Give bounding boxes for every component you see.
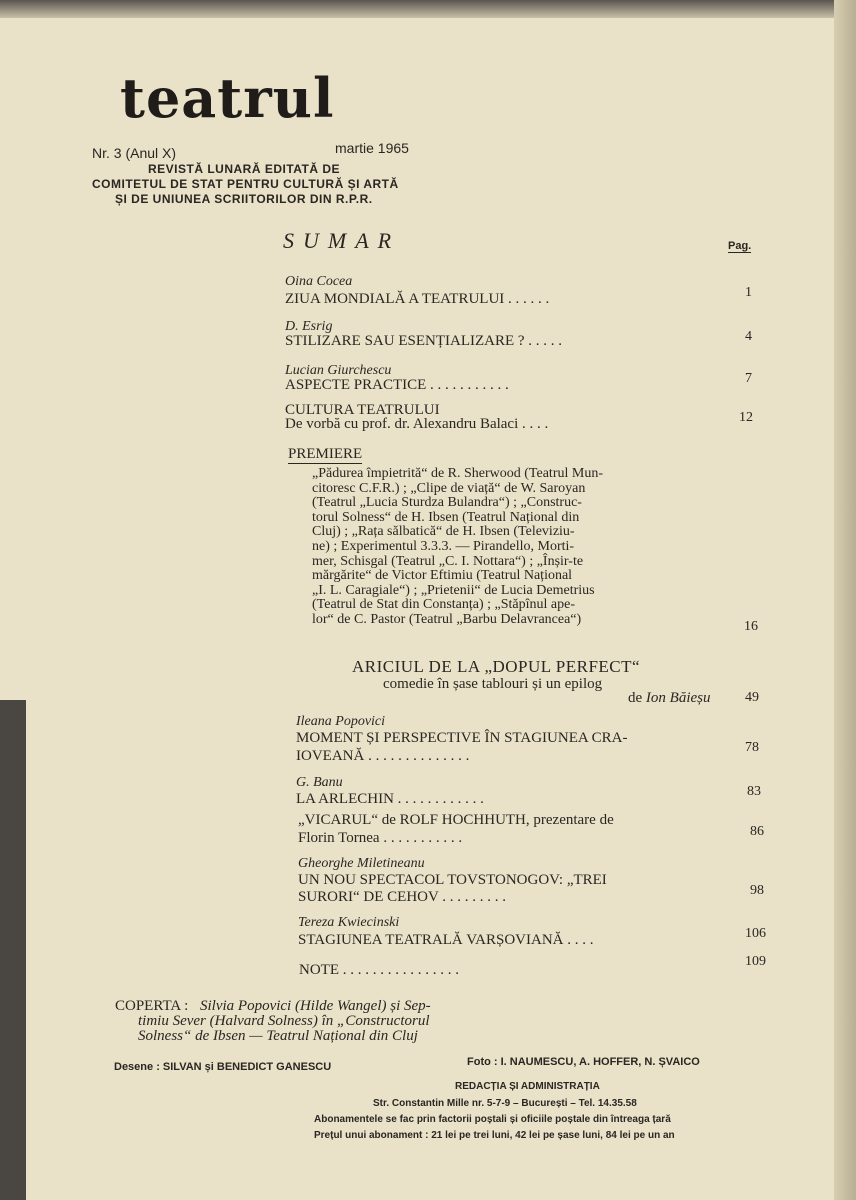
premiere-line: „I. L. Caragiale“) ; „Prietenii“ de Lucia Demetrius xyxy=(312,582,595,598)
toc-title: LA ARLECHIN . . . . . . . . . . . . xyxy=(296,791,484,807)
toc-title: UN NOU SPECTACOL TOVSTONOGOV: „TREI xyxy=(298,872,607,888)
toc-title: STILIZARE SAU ESENȚIALIZARE ? . . . . . xyxy=(285,333,563,349)
issue-date: martie 1965 xyxy=(335,140,409,156)
toc-author: Oina Cocea xyxy=(285,274,353,289)
premiere-line: „Pădurea împietrită“ de R. Sherwood (Teatrul Mun- xyxy=(312,466,603,481)
toc-author: Tereza Kwiecinski xyxy=(298,915,400,930)
toc-title: NOTE . . . . . . . . . . . . . . . . xyxy=(299,962,459,978)
toc-title: SURORI“ DE CEHOV . . . . . . . . . xyxy=(298,889,507,905)
colophon-subscriptions: Abonamentele se fac prin factorii poștali și oficiile poștale din întreaga țară xyxy=(314,1114,671,1125)
toc-author: Ileana Popovici xyxy=(296,714,386,729)
magazine-logo: teatrul xyxy=(120,66,335,130)
toc-author: Lucian Giurchescu xyxy=(285,363,392,378)
toc-title: ZIUA MONDIALĂ A TEATRULUI . . . . . . xyxy=(285,291,550,307)
drawings-credit: Desene : SILVAN și BENEDICT GANESCU xyxy=(114,1061,332,1073)
cover-line: timiu Sever (Halvard Solness) în „Constructorul xyxy=(138,1013,430,1029)
colophon-address: Str. Constantin Mille nr. 5-7-9 – București – Tel. 14.35.58 xyxy=(373,1098,637,1109)
toc-page: 106 xyxy=(745,926,766,941)
toc-page: 83 xyxy=(747,784,761,799)
photo-credit: Foto : I. NAUMESCU, A. HOFFER, N. ȘVAICO xyxy=(467,1056,700,1068)
page-right-edge xyxy=(834,0,856,1200)
toc-page: 86 xyxy=(750,824,764,839)
toc-title: CULTURA TEATRULUI xyxy=(285,402,440,418)
premiere-line: (Teatrul „Lucia Sturdza Bulandra“) ; „Construc- xyxy=(312,495,582,511)
cover-label: COPERTA : xyxy=(115,998,189,1014)
toc-title: IOVEANĂ . . . . . . . . . . . . . . xyxy=(296,748,470,764)
toc-page: 12 xyxy=(739,410,753,425)
toc-title: MOMENT ȘI PERSPECTIVE ÎN STAGIUNEA CRA- xyxy=(296,730,628,746)
subtitle-line-1: REVISTĂ LUNARĂ EDITATĂ DE xyxy=(148,162,341,176)
premiere-line: citoresc C.F.R.) ; „Clipe de viață“ de W. Saroyan xyxy=(312,480,586,496)
toc-page: 78 xyxy=(745,740,759,755)
toc-title: ASPECTE PRACTICE . . . . . . . . . . . xyxy=(285,377,509,393)
play-subtitle: comedie în șase tablouri și un epilog xyxy=(383,676,603,692)
page-column-label: Pag. xyxy=(728,240,752,252)
colophon-heading: REDACȚIA ȘI ADMINISTRAȚIA xyxy=(455,1081,600,1092)
page-left-shadow xyxy=(0,700,26,1200)
subtitle-line-3: ȘI DE UNIUNEA SCRIITORILOR DIN R.P.R. xyxy=(115,192,373,206)
premiere-line: ne) ; Experimentul 3.3.3. — Pirandello, Morti- xyxy=(312,539,575,554)
toc-page: 4 xyxy=(745,329,752,344)
premiere-line: Cluj) ; „Rața sălbatică“ de H. Ibsen (Televiziu- xyxy=(312,524,575,540)
issue-number: Nr. 3 (Anul X) xyxy=(92,145,177,161)
toc-author: Gheorghe Miletineanu xyxy=(298,856,425,871)
premiere-line: torul Solness“ de H. Ibsen (Teatrul Național din xyxy=(312,509,580,525)
toc-title: „VICARUL“ de ROLF HOCHHUTH, prezentare de xyxy=(298,812,614,828)
toc-page: 98 xyxy=(750,883,764,898)
premiere-heading: PREMIERE xyxy=(288,446,363,462)
premiere-line: (Teatrul de Stat din Constanța) ; „Stăpînul ape- xyxy=(312,597,576,613)
toc-page: 49 xyxy=(745,690,759,705)
cover-line: Solness“ de Ibsen — Teatrul Național din Cluj xyxy=(138,1028,418,1044)
toc-heading: SUMAR xyxy=(283,228,401,253)
premiere-line: mer, Schisgal (Teatrul „C. I. Nottara“) ; „Înșir-te xyxy=(312,553,584,569)
toc-page: 1 xyxy=(745,285,752,300)
toc-title: STAGIUNEA TEATRALĂ VARȘOVIANĂ . . . . xyxy=(298,932,594,948)
toc-page: 109 xyxy=(745,954,766,969)
toc-subtitle: De vorbă cu prof. dr. Alexandru Balaci . . . . xyxy=(285,416,549,432)
toc-author: G. Banu xyxy=(296,775,343,790)
toc-page: 7 xyxy=(745,371,752,386)
page-top-edge xyxy=(0,0,856,18)
toc-author: D. Esrig xyxy=(285,319,333,334)
play-author-prefix: de xyxy=(628,690,646,706)
colophon-price: Prețul unui abonament : 21 lei pe trei luni, 42 lei pe șase luni, 84 lei pe un an xyxy=(314,1130,675,1141)
premiere-line: mărgărite“ de Victor Eftimiu (Teatrul Național xyxy=(312,568,573,584)
play-author: Ion Băieșu xyxy=(645,690,711,706)
subtitle-line-2: COMITETUL DE STAT PENTRU CULTURĂ ȘI ARTĂ xyxy=(92,177,399,191)
toc-title: Florin Tornea . . . . . . . . . . . xyxy=(298,830,463,846)
premiere-line: lor“ de C. Pastor (Teatrul „Barbu Delavrancea“) xyxy=(312,612,582,627)
toc-page: 16 xyxy=(744,619,758,634)
cover-line: Silvia Popovici (Hilde Wangel) și Sep- xyxy=(200,998,431,1014)
play-title: ARICIUL DE LA „DOPUL PERFECT“ xyxy=(352,657,641,676)
